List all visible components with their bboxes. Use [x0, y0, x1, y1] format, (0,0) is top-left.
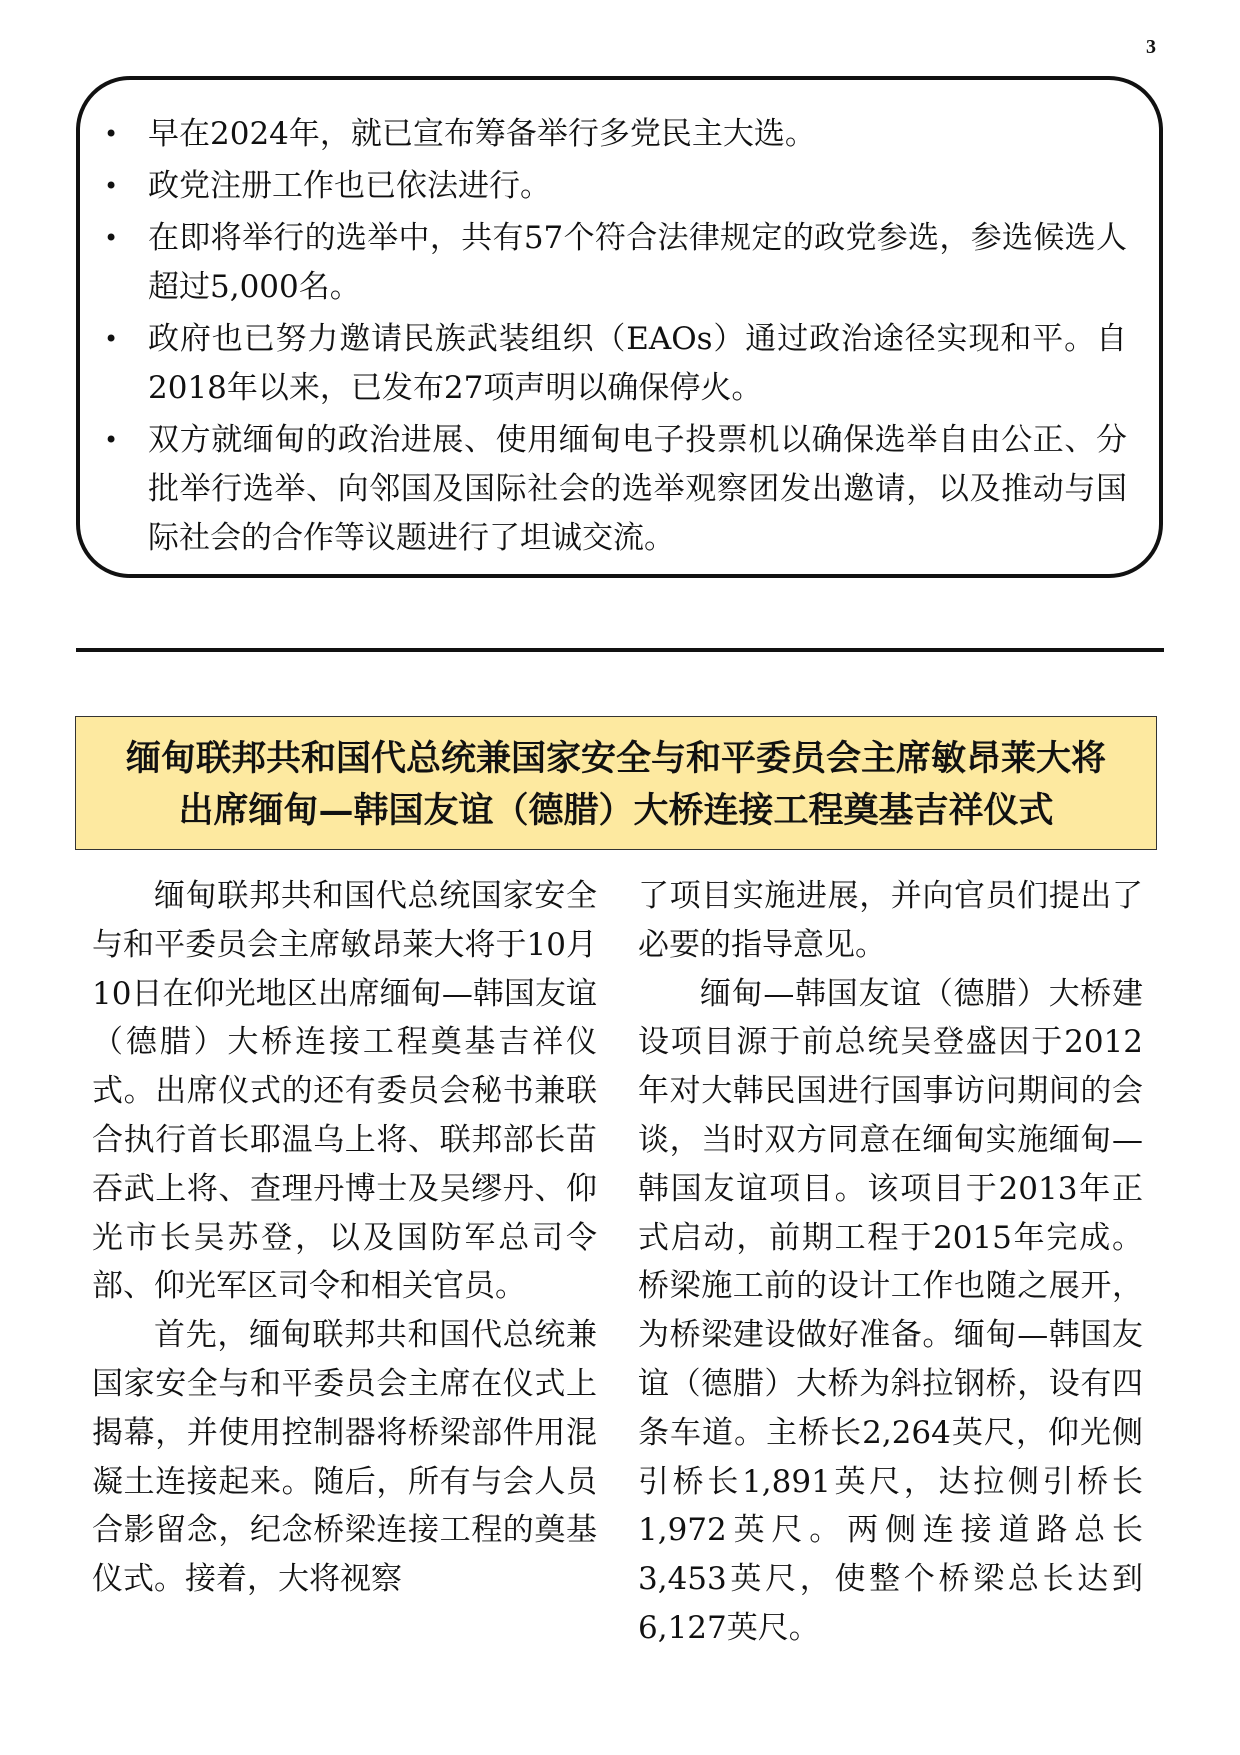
summary-bullet-item [102, 315, 1127, 413]
summary-bullet-text: 政党注册工作也已依法进行。 [148, 168, 551, 204]
summary-bullet-text: 双方就缅甸的政治进展、使用缅甸电子投票机以确保选举自由公正、分批举行选举、向邻国及国际社会的选举观察团发出邀请，以及推动与国际社会的合作等议题进行了坦诚交流。 [148, 422, 1127, 556]
summary-bullet-text: 早在2024年，就已宣布筹备举行多党民主大选。 [148, 116, 816, 152]
bullet-dot-icon: • [104, 325, 119, 353]
summary-bullet-item [102, 162, 1127, 211]
bullet-dot-icon: • [104, 426, 119, 454]
headline-line-2: 出席缅甸—韩国友谊（德腊）大桥连接工程奠基吉祥仪式 [178, 790, 1054, 831]
summary-bullet-text: 政府也已努力邀请民族武装组织（EAOs）通过政治途径实现和平。自2018年以来，已发布27项声明以确保停火。 [148, 321, 1127, 406]
bullet-dot-icon: • [104, 224, 119, 252]
bullet-dot-icon: • [104, 172, 119, 200]
article-paragraph: 缅甸联邦共和国代总统国家安全与和平委员会主席敏昂莱大将于10月10日在仰光地区出席缅甸—韩国友谊（德腊）大桥连接工程奠基吉祥仪式。出席仪式的还有委员会秘书兼联合执行首长耶温乌上将、联邦部长苗吞武上将、查理丹博士及吴缪丹、仰光市长吴苏登，以及国防军总司令部、仰光军区司令和相关官员。 [92, 878, 597, 1305]
page-number: 3 [1146, 36, 1156, 58]
summary-bullet-item [102, 214, 1127, 312]
headline-line-1: 缅甸联邦共和国代总统兼国家安全与和平委员会主席敏昂莱大将 [125, 738, 1106, 779]
section-divider [76, 648, 1164, 652]
article-paragraph: 缅甸—韩国友谊（德腊）大桥建设项目源于前总统吴登盛因于2012年对大韩民国进行国事访问期间的会谈，当时双方同意在缅甸实施缅甸—韩国友谊项目。该项目于2013年正式启动，前期工程于2015年完成。桥梁施工前的设计工作也随之展开，为桥梁建设做好准备。缅甸—韩国友谊（德腊）大桥为斜拉钢桥，设有四条车道。主桥长2,264英尺，仰光侧引桥长1,891英尺，达拉侧引桥长1,972英尺。两侧连接道路总长3,453英尺，使整个桥梁总长达到6,127英尺。 [638, 975, 1143, 1646]
summary-bullet-list [102, 110, 1127, 563]
summary-box [76, 76, 1163, 578]
article-left-column [92, 872, 597, 1604]
summary-bullet-item [102, 110, 1127, 159]
article-paragraph-continued: 了项目实施进展，并向官员们提出了必要的指导意见。 [638, 878, 1143, 963]
article-paragraph: 首先，缅甸联邦共和国代总统兼国家安全与和平委员会主席在仪式上揭幕，并使用控制器将桥梁部件用混凝土连接起来。随后，所有与会人员合影留念，纪念桥梁连接工程的奠基仪式。接着，大将视察 [92, 1317, 597, 1598]
headline-box [75, 716, 1157, 850]
article-right-column [638, 872, 1143, 1653]
summary-bullet-text: 在即将举行的选举中，共有57个符合法律规定的政党参选，参选候选人超过5,000名。 [148, 220, 1127, 305]
bullet-dot-icon: • [104, 120, 119, 148]
summary-bullet-item [102, 416, 1127, 563]
